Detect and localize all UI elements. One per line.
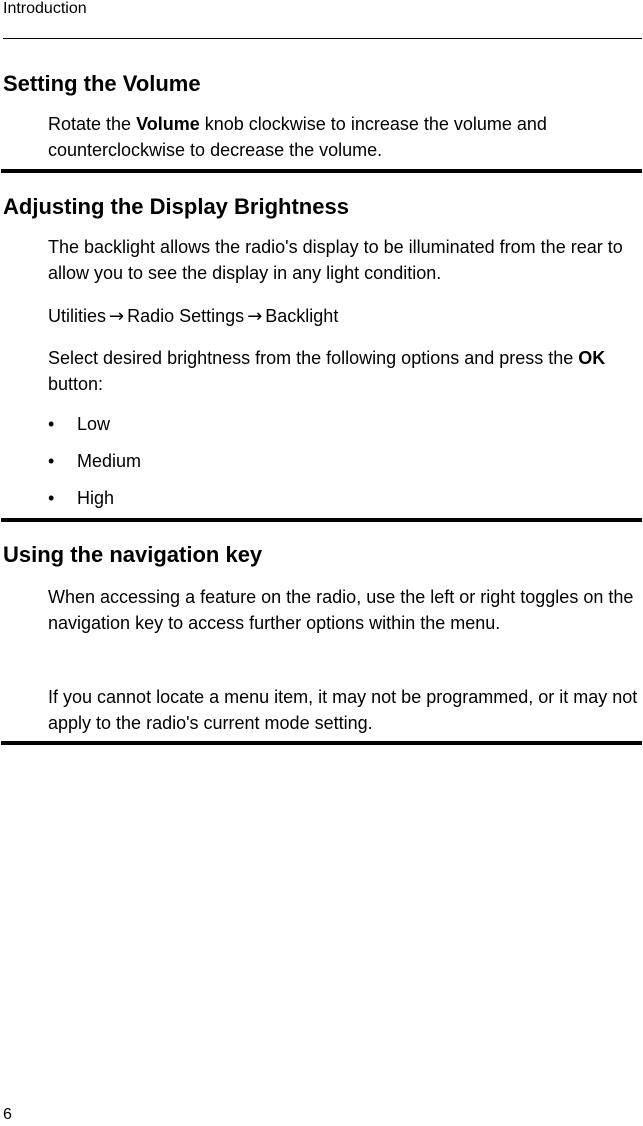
volume-knob-label: Volume bbox=[136, 114, 200, 134]
instruction-text-before: Select desired brightness from the following options and press the bbox=[48, 348, 579, 368]
volume-paragraph bbox=[48, 111, 638, 163]
volume-text-before: Rotate the bbox=[48, 114, 137, 134]
bullet-icon: • bbox=[48, 451, 55, 471]
section-divider bbox=[1, 741, 642, 745]
brightness-instruction bbox=[48, 345, 638, 397]
option-high: High bbox=[77, 488, 115, 508]
navigation-paragraph-1: When accessing a feature on the radio, use the left or right toggles on the navigation key to access further options within the menu. bbox=[48, 587, 634, 633]
arrow-right-icon: → bbox=[247, 306, 263, 327]
navigation-paragraph-2: If you cannot locate a menu item, it may not be programmed, or it may not apply to the radio's current mode setting. bbox=[48, 687, 638, 733]
volume-text-after: knob clockwise to increase the volume and counterclockwise to decrease the volume. bbox=[48, 114, 547, 160]
page-number: 6 bbox=[3, 1106, 12, 1123]
option-low: Low bbox=[77, 414, 111, 434]
header-divider bbox=[3, 38, 642, 39]
option-medium: Medium bbox=[77, 451, 142, 471]
menu-path-radio-settings: Radio Settings bbox=[127, 306, 245, 326]
bullet-icon: • bbox=[48, 488, 55, 508]
ok-button-label: OK bbox=[578, 348, 606, 368]
brightness-intro: The backlight allows the radio's display to be illuminated from the rear to allow you to see the display in any light condition. bbox=[48, 237, 623, 283]
heading-display-brightness: Adjusting the Display Brightness bbox=[3, 194, 349, 219]
list-item bbox=[48, 486, 114, 510]
bullet-icon: • bbox=[48, 414, 55, 434]
section-divider bbox=[1, 518, 642, 522]
section-divider bbox=[1, 169, 642, 173]
running-header: Introduction bbox=[3, 0, 87, 17]
heading-setting-volume: Setting the Volume bbox=[3, 71, 201, 96]
instruction-text-after: button: bbox=[48, 374, 104, 394]
list-item bbox=[48, 412, 110, 436]
menu-path bbox=[48, 303, 638, 330]
menu-path-backlight: Backlight bbox=[265, 306, 339, 326]
list-item bbox=[48, 449, 141, 473]
arrow-right-icon: → bbox=[109, 306, 125, 327]
heading-navigation-key: Using the navigation key bbox=[3, 542, 263, 567]
menu-path-utilities: Utilities bbox=[48, 306, 107, 326]
